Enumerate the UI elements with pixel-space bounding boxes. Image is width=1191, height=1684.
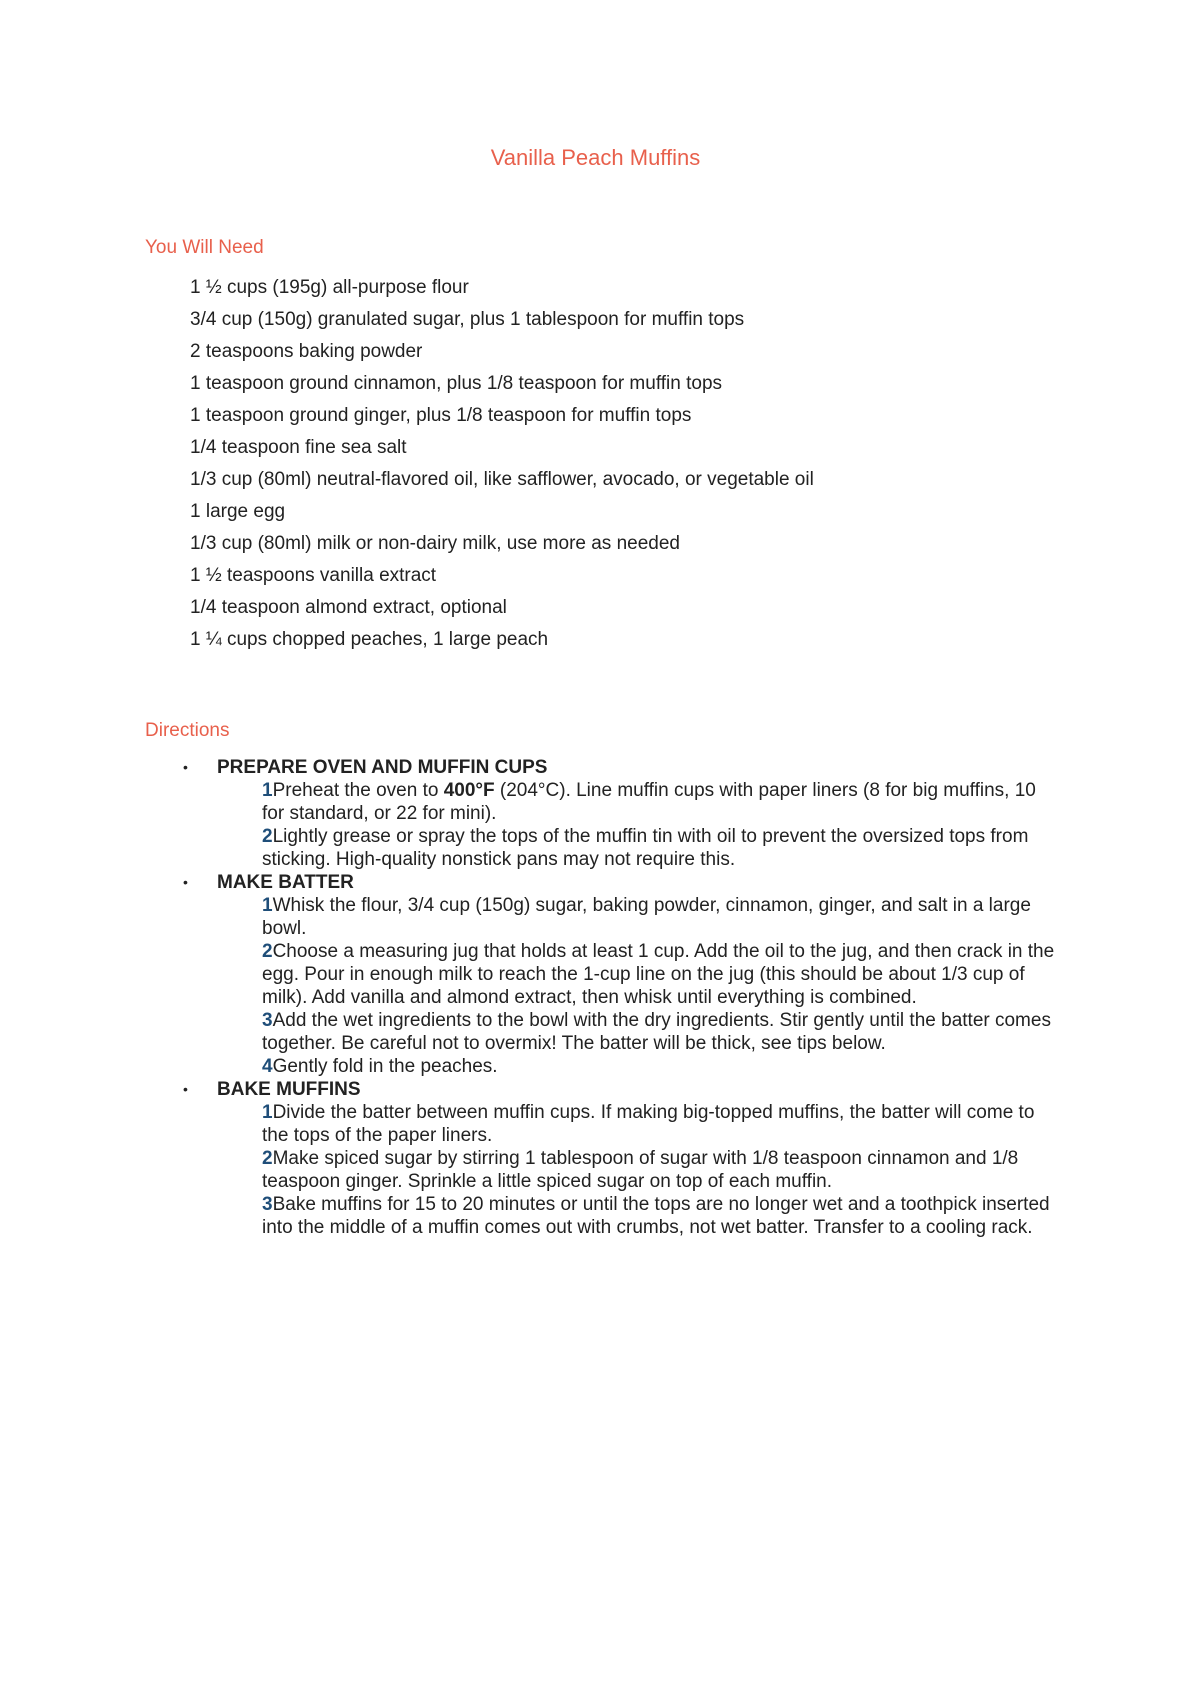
direction-step: [262, 940, 1062, 1009]
direction-step: [262, 1193, 1062, 1239]
ingredient-item: 1/4 teaspoon almond extract, optional: [190, 597, 507, 618]
directions-heading: Directions: [145, 720, 230, 741]
ingredient-item: 1 ¼ cups chopped peaches, 1 large peach: [190, 629, 549, 650]
oven-temperature: 400°F: [443, 780, 495, 801]
step-number: 3: [262, 1194, 273, 1215]
ingredient-item: 1/3 cup (80ml) milk or non-dairy milk, use more as needed: [190, 533, 680, 554]
step-number: 2: [262, 941, 273, 962]
ingredient-item: 1 teaspoon ground cinnamon, plus 1/8 teaspoon for muffin tops: [190, 373, 723, 394]
step-text: Add the wet ingredients to the bowl with the dry ingredients. Stir gently until the batter comes together. Be careful not to overmix! The batter will be thick, see tips below.: [262, 1010, 1051, 1054]
step-number: 1: [262, 895, 273, 916]
step-text: Lightly grease or spray the tops of the muffin tin with oil to prevent the oversized tops from sticking. High-quality nonstick pans may not require this.: [262, 826, 1029, 870]
step-number: 3: [262, 1010, 273, 1031]
direction-step: [262, 1101, 1062, 1147]
step-number: 1: [262, 1102, 273, 1123]
step-text: Make spiced sugar by stirring 1 tablespoon of sugar with 1/8 teaspoon cinnamon and 1/8 teaspoon ginger. Sprinkle a little spiced sugar on top of each muffin.: [262, 1148, 1019, 1192]
step-text: Divide the batter between muffin cups. If making big-topped muffins, the batter will come to the tops of the paper liners.: [262, 1102, 1035, 1146]
ingredients-list: [190, 272, 814, 656]
step-text: (204°C). Line muffin cups with paper liners (8 for big muffins, 10 for standard, or 22 for mini).: [262, 780, 1036, 824]
ingredient-item: 3/4 cup (150g) granulated sugar, plus 1 tablespoon for muffin tops: [190, 309, 745, 330]
direction-step: [262, 1055, 1062, 1078]
ingredient-item: 2 teaspoons baking powder: [190, 341, 423, 362]
ingredient-item: 1 ½ teaspoons vanilla extract: [190, 565, 437, 586]
directions-list: [0, 756, 1191, 1239]
direction-group-make-batter: [0, 871, 1191, 1078]
ingredient-item: 1 teaspoon ground ginger, plus 1/8 teaspoon for muffin tops: [190, 405, 692, 426]
ingredients-heading: You Will Need: [145, 237, 264, 258]
direction-group-title: PREPARE OVEN AND MUFFIN CUPS: [217, 757, 548, 778]
direction-step: [262, 825, 1062, 871]
bullet-icon: •: [183, 874, 188, 890]
ingredient-item: 1/3 cup (80ml) neutral-flavored oil, like safflower, avocado, or vegetable oil: [190, 469, 814, 490]
direction-group-title: MAKE BATTER: [217, 872, 354, 893]
direction-group-title: BAKE MUFFINS: [217, 1079, 361, 1100]
step-number: 4: [262, 1056, 273, 1077]
step-text: Preheat the oven to: [272, 780, 444, 801]
direction-step: [262, 1009, 1062, 1055]
ingredient-item: 1 large egg: [190, 501, 286, 522]
ingredient-item: 1 ½ cups (195g) all-purpose flour: [190, 277, 469, 298]
ingredient-item: 1/4 teaspoon fine sea salt: [190, 437, 407, 458]
direction-step: [262, 894, 1062, 940]
step-number: 1: [262, 780, 273, 801]
step-number: 2: [262, 826, 273, 847]
bullet-icon: •: [183, 1081, 188, 1097]
direction-group-prepare-oven: [0, 756, 1191, 871]
step-text: Bake muffins for 15 to 20 minutes or until the tops are no longer wet and a toothpick inserted into the middle of a muffin comes out with crumbs, not wet batter. Transfer to a cooling rack.: [262, 1194, 1050, 1238]
step-number: 2: [262, 1148, 273, 1169]
direction-step: [262, 1147, 1062, 1193]
direction-step: [262, 779, 1062, 825]
step-text: Whisk the flour, 3/4 cup (150g) sugar, baking powder, cinnamon, ginger, and salt in a large bowl.: [262, 895, 1031, 939]
direction-group-bake-muffins: [0, 1078, 1191, 1239]
bullet-icon: •: [183, 759, 188, 775]
step-text: Gently fold in the peaches.: [272, 1056, 498, 1077]
page-title: Vanilla Peach Muffins: [490, 145, 701, 170]
step-text: Choose a measuring jug that holds at least 1 cup. Add the oil to the jug, and then crack in the egg. Pour in enough milk to reach the 1-cup line on the jug (this should be about 1/3 cup of milk). Add vanilla and almond extract, then whisk until everything is combined.: [262, 941, 1055, 1008]
